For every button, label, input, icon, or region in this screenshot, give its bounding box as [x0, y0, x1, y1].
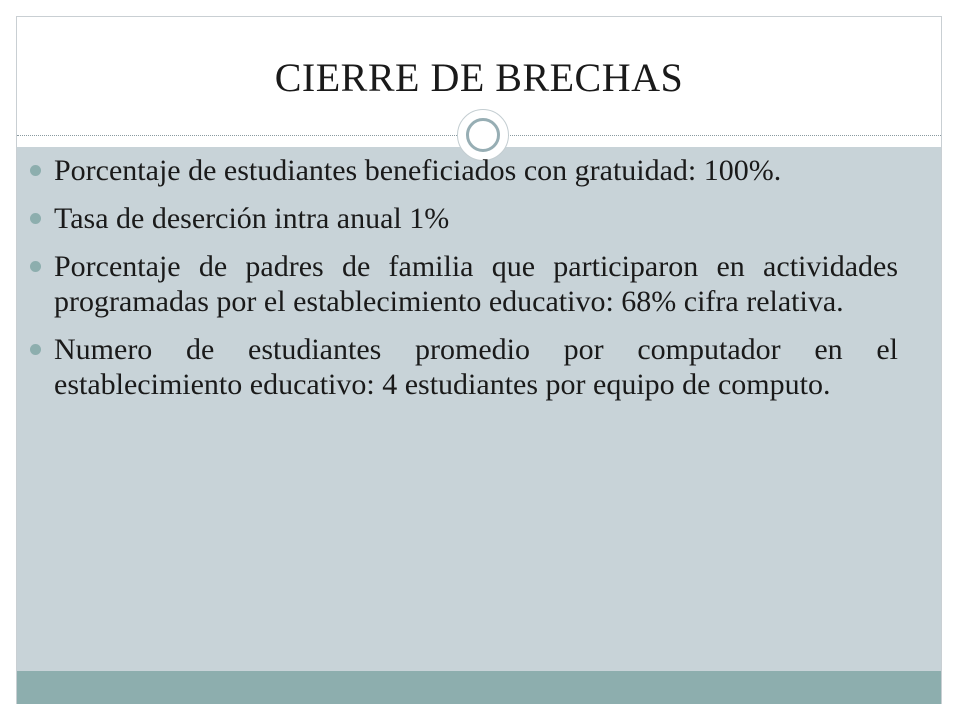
bullet-dot-icon — [30, 344, 41, 355]
circle-ornament-inner-ring — [466, 118, 500, 152]
bullet-dot-icon — [30, 165, 41, 176]
bullet-text: Porcentaje de estudiantes beneficiados con gratuidad: 100%. — [54, 154, 782, 187]
bullet-text: Numero de estudiantes promedio por computador en el establecimiento educativo: 4 estudiantes por equipo de computo. — [54, 333, 898, 401]
bullet-dot-icon — [30, 213, 41, 224]
bullet-text: Porcentaje de padres de familia que participaron en actividades programadas por el establecimiento educativo: 68% cifra relativa. — [54, 250, 898, 318]
bullet-item-desercion — [34, 201, 898, 236]
footer-band — [17, 671, 941, 704]
bullet-list — [34, 153, 898, 415]
bullet-item-gratuidad — [34, 153, 898, 188]
slide-title: CIERRE DE BRECHAS — [274, 54, 684, 100]
bullet-item-padres — [34, 249, 898, 319]
bullet-item-computador — [34, 332, 898, 402]
bullet-text: Tasa de deserción intra anual 1% — [54, 202, 450, 235]
bullet-dot-icon — [30, 261, 41, 272]
